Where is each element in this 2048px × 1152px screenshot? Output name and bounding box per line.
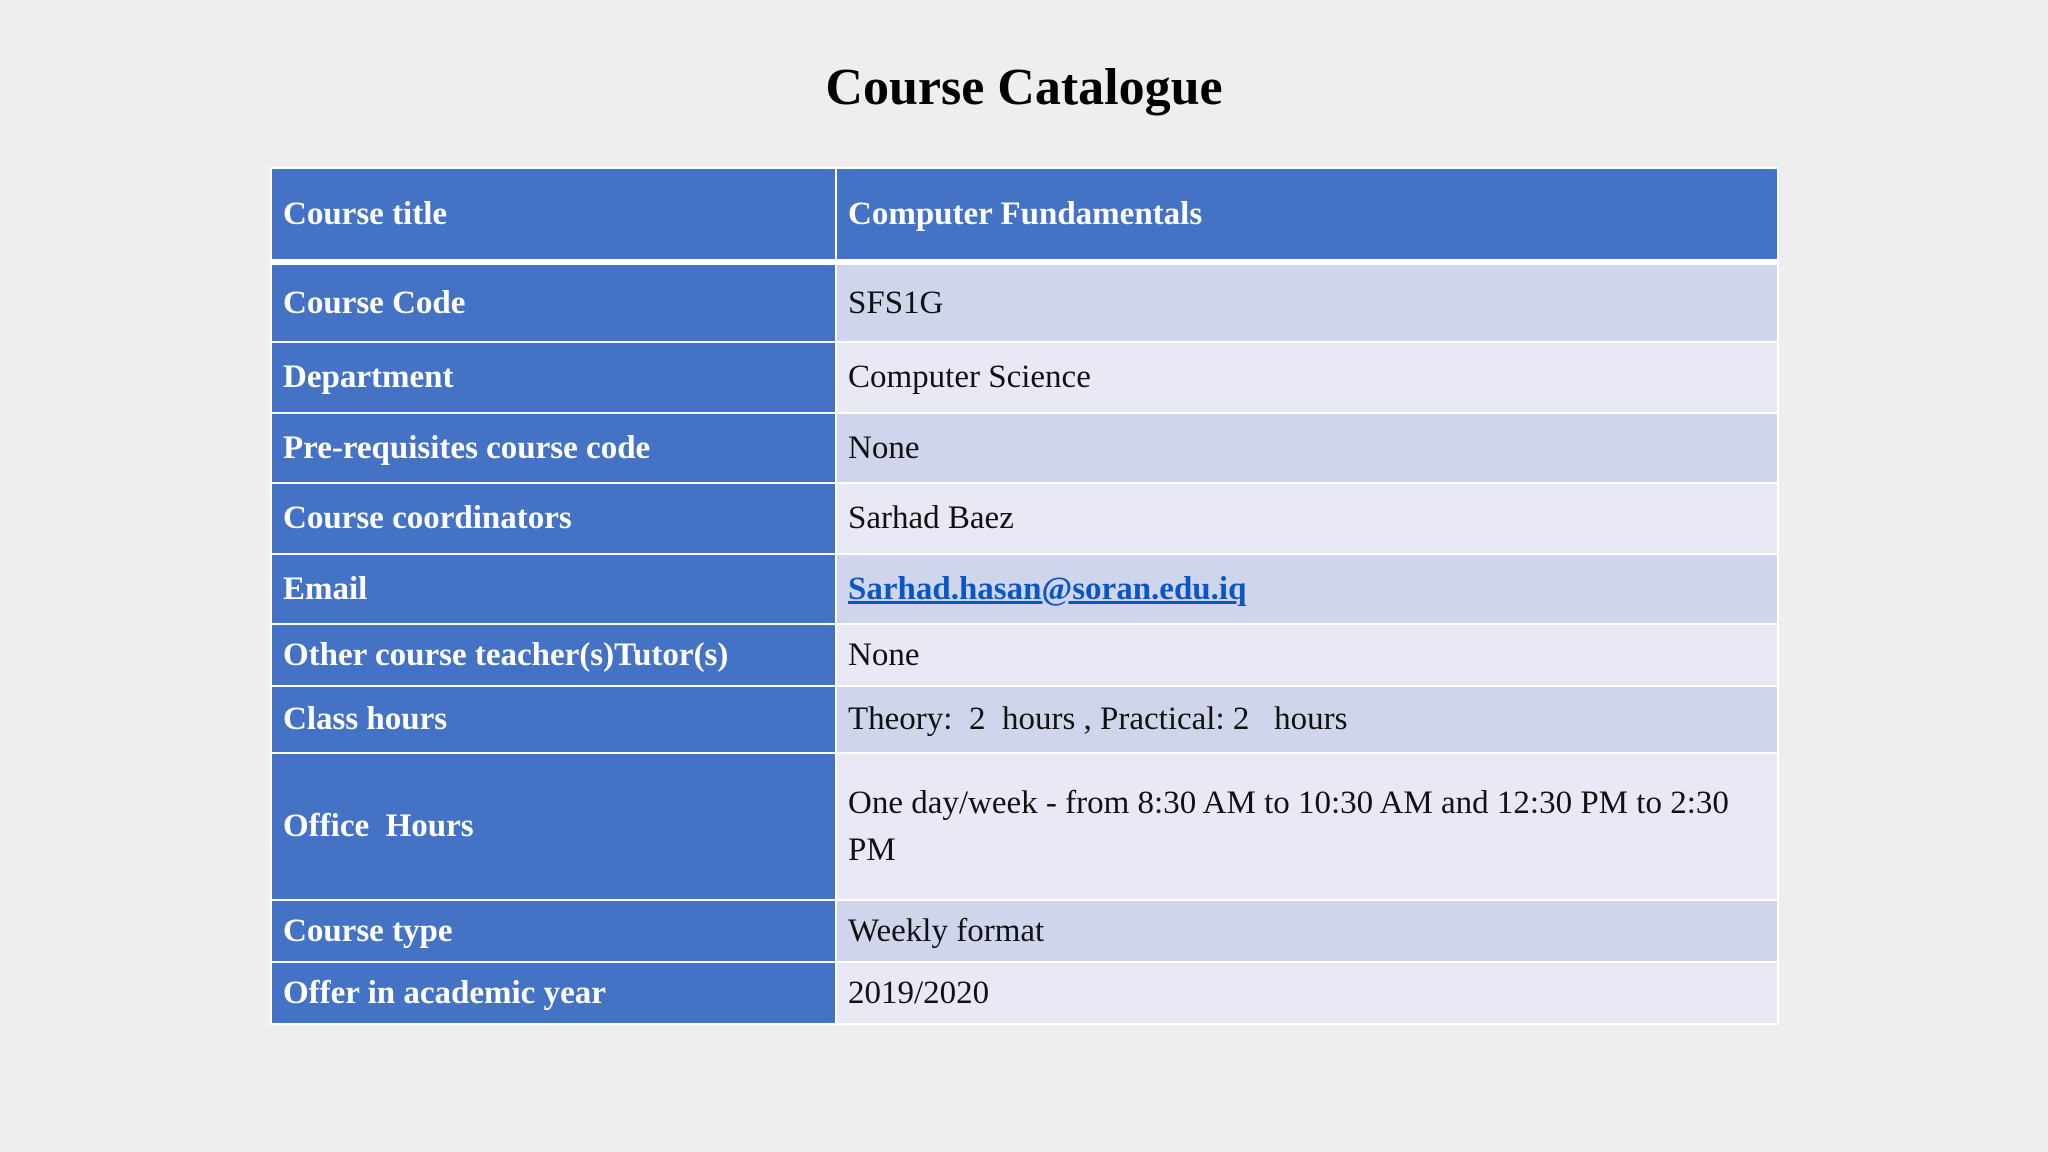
email-label: Email (271, 554, 836, 624)
prerequisites-value: None (836, 413, 1778, 483)
table-header-row (271, 168, 1778, 262)
course-title-value: Computer Fundamentals (836, 168, 1778, 262)
table-row (271, 483, 1778, 554)
course-code-value: SFS1G (836, 262, 1778, 342)
table-row (271, 262, 1778, 342)
course-code-label: Course Code (271, 262, 836, 342)
other-tutors-value: None (836, 624, 1778, 686)
email-value (836, 554, 1778, 624)
course-type-label: Course type (271, 900, 836, 962)
prerequisites-label: Pre-requisites course code (271, 413, 836, 483)
coordinators-label: Course coordinators (271, 483, 836, 554)
office-hours-value: One day/week - from 8:30 AM to 10:30 AM and 12:30 PM to 2:30 PM (836, 753, 1778, 900)
office-hours-label: Office Hours (271, 753, 836, 900)
class-hours-label: Class hours (271, 686, 836, 753)
class-hours-value: Theory: 2 hours , Practical: 2 hours (836, 686, 1778, 753)
table-row (271, 962, 1778, 1024)
course-title-label: Course title (271, 168, 836, 262)
table-row (271, 686, 1778, 753)
department-value: Computer Science (836, 342, 1778, 413)
table-row (271, 900, 1778, 962)
academic-year-label: Offer in academic year (271, 962, 836, 1024)
page-title: Course Catalogue (825, 59, 1223, 116)
table-row (271, 554, 1778, 624)
academic-year-value: 2019/2020 (836, 962, 1778, 1024)
table-row (271, 413, 1778, 483)
table-row (271, 624, 1778, 686)
table-row (271, 342, 1778, 413)
course-catalogue-table (270, 167, 1779, 1025)
coordinators-value: Sarhad Baez (836, 483, 1778, 554)
other-tutors-label: Other course teacher(s)Tutor(s) (271, 624, 836, 686)
email-link[interactable]: Sarhad.hasan@soran.edu.iq (848, 570, 1247, 607)
course-type-value: Weekly format (836, 900, 1778, 962)
department-label: Department (271, 342, 836, 413)
table-row (271, 753, 1778, 900)
